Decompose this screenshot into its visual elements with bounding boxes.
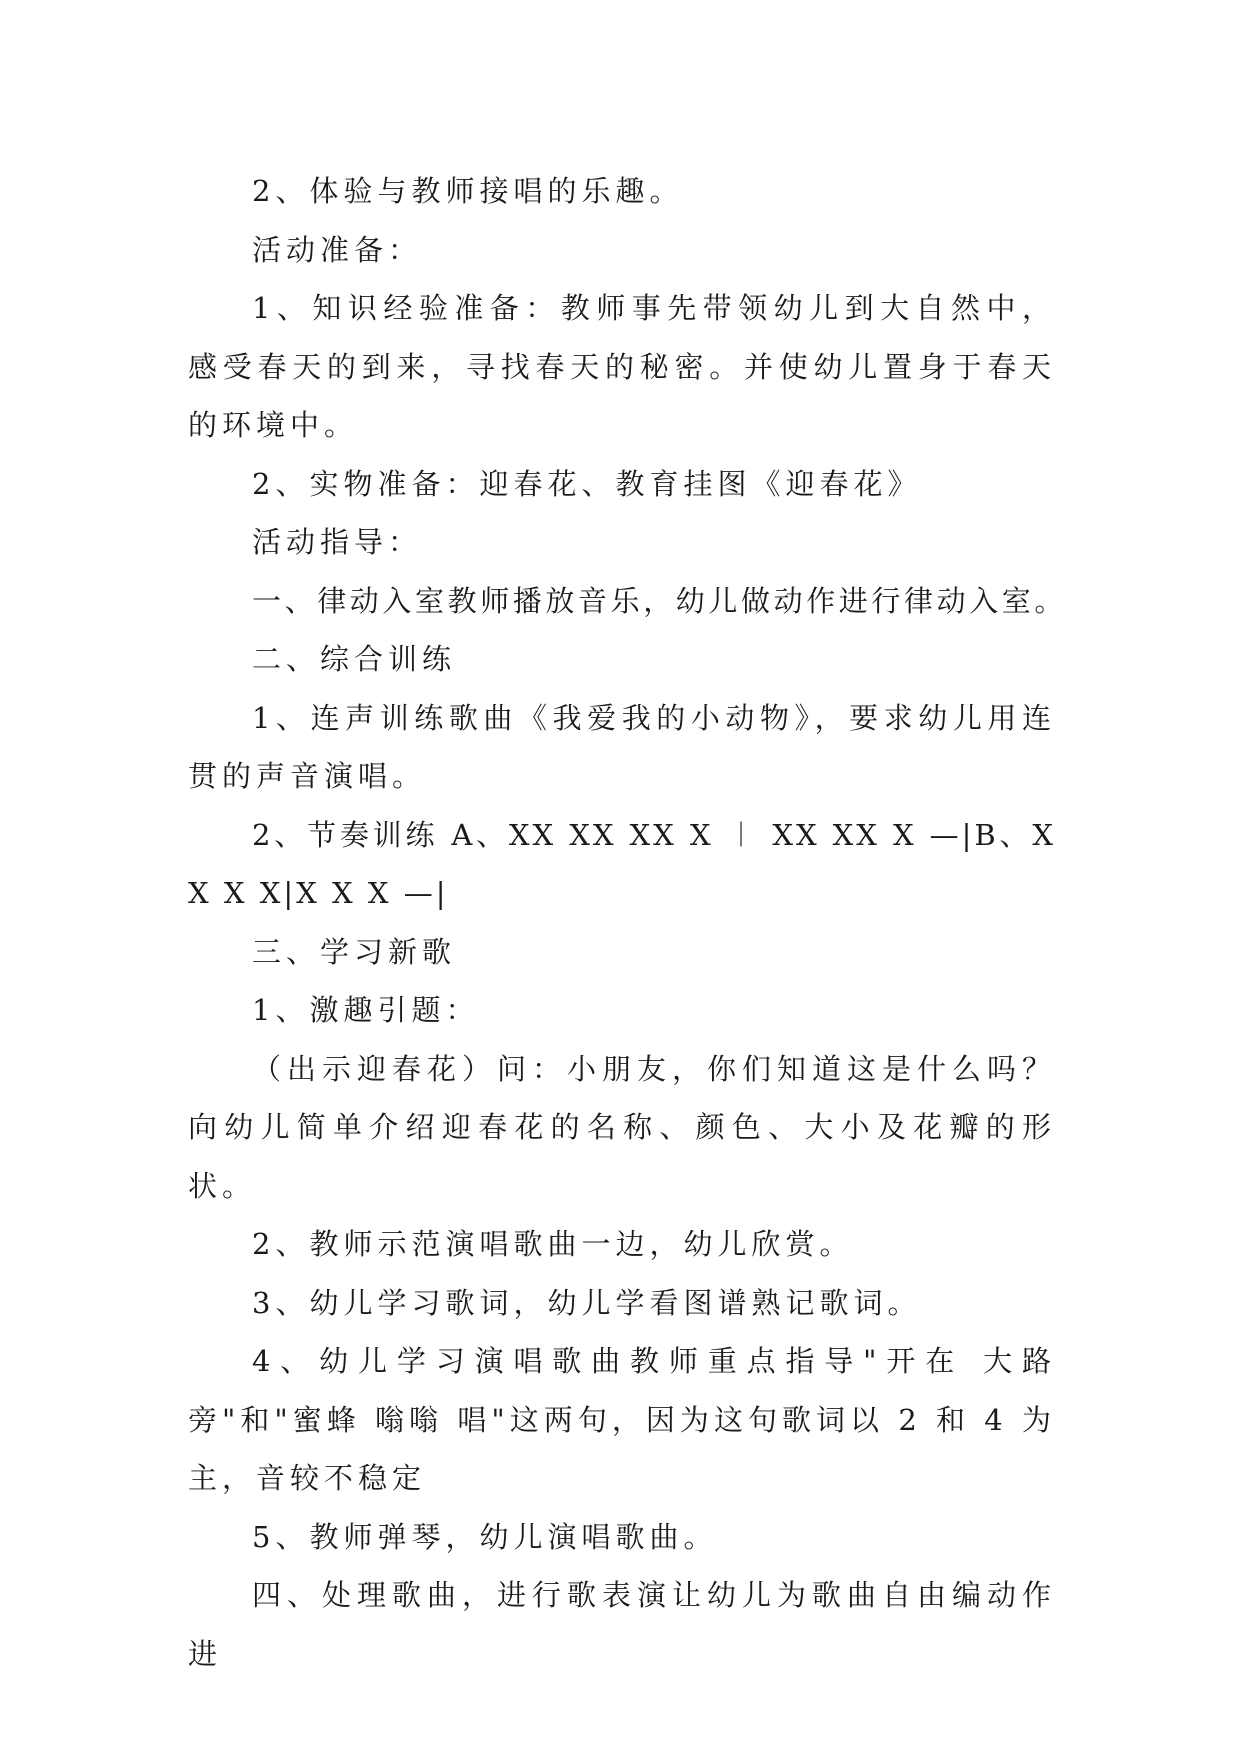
heading-process-song: 四、处理歌曲，进行歌表演让幼儿为歌曲自由编动作进 <box>188 1578 1056 1671</box>
heading-guidance: 活动指导： <box>252 525 423 559</box>
heading-training: 二、综合训练 <box>252 642 457 676</box>
new-song-intro: 1、激趣引题： <box>252 993 480 1027</box>
step-rhythm-entry: 一、律动入室教师播放音乐，幼儿做动作进行律动入室。 <box>252 583 1068 618</box>
heading-new-song: 三、学习新歌 <box>252 934 457 969</box>
prep-knowledge: 1、知识经验准备：教师事先带领幼儿到大自然中，感受春天的到来，寻找春天的秘密。并使幼儿置身于春天的环境中。 <box>188 291 1056 442</box>
new-song-piano: 5、教师弹琴，幼儿演唱歌曲。 <box>252 1519 718 1554</box>
heading-preparation: 活动准备： <box>252 232 423 267</box>
new-song-lyrics: 3、幼儿学习歌词，幼儿学看图谱熟记歌词。 <box>252 1285 922 1320</box>
new-song-show-flower: （出示迎春花）问：小朋友，你们知道这是什么吗？向幼儿简单介绍迎春花的名称、颜色、大小及花瓣的形状。 <box>188 1051 1056 1203</box>
training-rhythm: 2、节奏训练 A、XX XX XX X ︱ XX XX X —|B、X X X X|X X X —| <box>188 817 1056 910</box>
prep-materials: 2、实物准备：迎春花、教育挂图《迎春花》 <box>252 466 922 501</box>
objective-2: 2、体验与教师接唱的乐趣。 <box>252 174 684 208</box>
document-page <box>188 162 1068 1683</box>
new-song-focus: 4、幼儿学习演唱歌曲教师重点指导"开在 大路 旁"和"蜜蜂 嗡嗡 唱"这两句，因为这句歌词以 2 和 4 为主，音较不稳定 <box>188 1344 1056 1495</box>
new-song-demo: 2、教师示范演唱歌曲一边，幼儿欣赏。 <box>252 1227 854 1261</box>
training-legato: 1、连声训练歌曲《我爱我的小动物》，要求幼儿用连贯的声音演唱。 <box>188 700 1056 793</box>
